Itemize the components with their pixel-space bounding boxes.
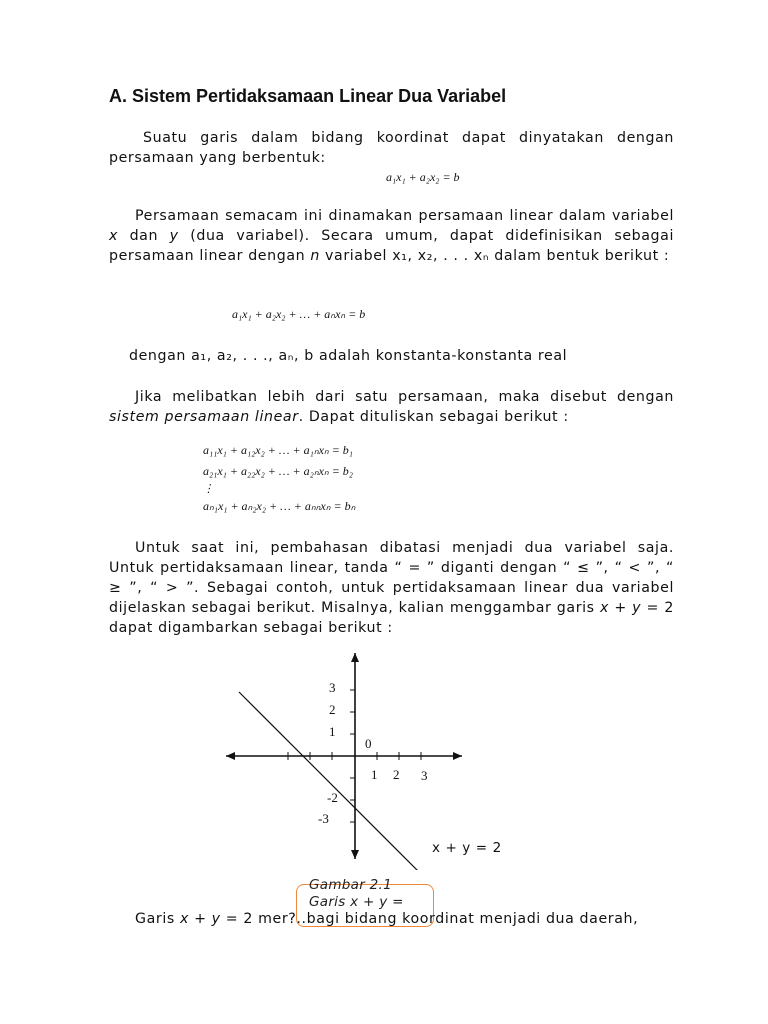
system-equation-n: aₙ₁x₁ + aₙ₂x₂ + … + aₙₙxₙ = bₙ [203, 499, 356, 513]
text-segment: = 2 dapat digambarkan sebagai berikut : [109, 600, 674, 636]
paragraph-intro: Suatu garis dalam bidang koordinat dapat dinyatakan dengan persamaan yang berbentuk: [109, 130, 674, 166]
x-axis-left-arrow [226, 752, 235, 760]
x-tick-label-2: 2 [393, 767, 400, 782]
variable-n: n [310, 248, 320, 264]
expression-x-plus-y: x + y [179, 911, 221, 927]
x-axis-right-arrow [453, 752, 462, 760]
system-equation-1: a₁₁x₁ + a₁₂x₂ + … + a₁ₙxₙ = b₁ [203, 443, 353, 457]
y-tick-label-2: 2 [329, 702, 336, 717]
caption-line-1: Gambar 2.1 [309, 877, 393, 893]
paragraph-final [109, 909, 674, 929]
y-tick-label-neg3: -3 [318, 811, 329, 826]
x-tick-label-1: 1 [371, 767, 378, 782]
caption-line-2: Garis x + y = [309, 894, 404, 910]
paragraph-inequality [109, 538, 674, 638]
expression-x-plus-y: x + y [600, 600, 642, 616]
figure-caption [309, 877, 404, 911]
x-tick-label-3: 3 [421, 768, 428, 783]
variable-x: x [109, 228, 118, 244]
text-segment: dan [118, 228, 170, 244]
coordinate-graph [210, 645, 470, 870]
variable-y: y [169, 228, 179, 244]
text-segment: . Dapat dituliskan sebagai berikut : [298, 409, 569, 425]
y-tick-label-1: 1 [329, 724, 336, 739]
vertical-dots: ⋮ [203, 483, 214, 495]
equation-system [203, 440, 355, 517]
text-segment: Untuk saat ini, pembahasan dibatasi menjadi dua variabel saja. Untuk pertidaksamaan linear, tanda “ = ” diganti dengan “ ≤ ”, “ < ”, “ ≥ ”, “ > ”. Sebagai contoh, untuk pertidaksamaan linear dua variabel dijelaskan sebagai berikut. Misalnya, kalian menggambar garis [109, 540, 674, 616]
term-system: sistem persamaan linear [109, 409, 299, 425]
text-segment: = 2 mer?..bagi bidang koordinat menjadi dua daerah, [220, 911, 639, 927]
system-equation-2: a₂₁x₁ + a₂₂x₂ + … + a₂ₙxₙ = b₂ [203, 464, 353, 478]
y-tick-label-3: 3 [329, 680, 336, 695]
text-segment: variabel x₁, x₂, . . . xₙ dalam bentuk berikut : [319, 248, 670, 264]
line-label: x + y = 2 [432, 840, 502, 856]
text-segment: Persamaan semacam ini dinamakan persamaan linear dalam variabel [135, 208, 674, 224]
equation-n-variable: a₁x₁ + a₂x₂ + … + aₙxₙ = b [232, 307, 366, 321]
origin-label: 0 [365, 736, 372, 751]
text-segment: Garis [135, 911, 180, 927]
line-x-plus-y [239, 692, 434, 870]
section-heading: A. Sistem Pertidaksamaan Linear Dua Variabel [109, 86, 507, 106]
paragraph-constants: dengan a₁, a₂, . . ., aₙ, b adalah konstanta-konstanta real [129, 348, 568, 364]
equation-two-variable: a₁x₁ + a₂x₂ = b [386, 170, 460, 184]
text-segment: (dua variabel). Secara umum, dapat didefinisikan sebagai persamaan linear dengan [109, 228, 674, 264]
paragraph-system [109, 387, 674, 427]
y-axis-top-arrow [351, 653, 359, 662]
paragraph-definition [109, 206, 674, 266]
y-tick-label-neg2: -2 [327, 790, 338, 805]
y-axis-bottom-arrow [351, 850, 359, 859]
text-segment: Jika melibatkan lebih dari satu persamaan, maka disebut dengan [135, 389, 674, 405]
